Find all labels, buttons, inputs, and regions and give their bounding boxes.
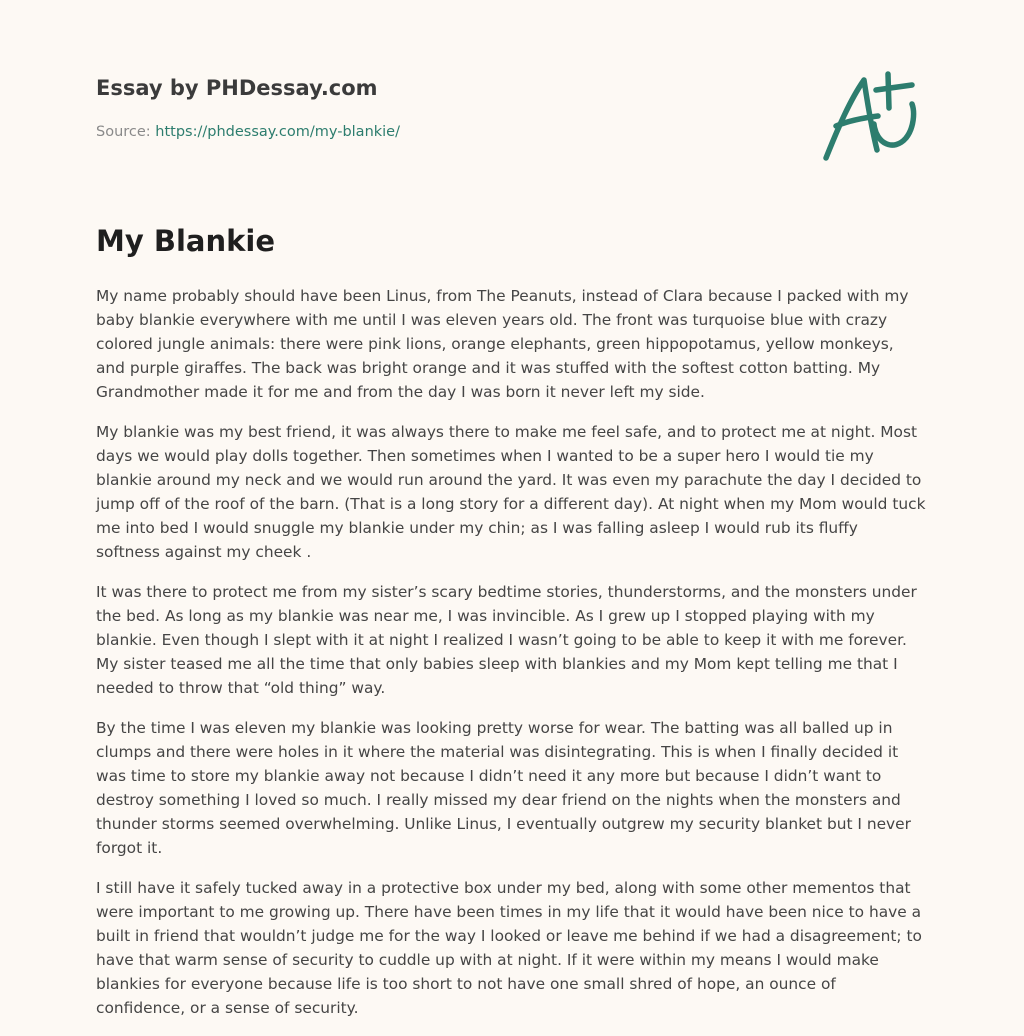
essay-paragraph: My blankie was my best friend, it was always there to make me feel safe, and to protect me at night. Most days we would play dolls together. Then sometimes when I wanted to be a super hero I would tie my blankie around my neck and we would run around the yard. It was even my parachute the day I decided to jump off of the roof of the barn. (That is a long story for a different day). At night when my Mom would tuck me into bed I would snuggle my blankie under my chin; as I was falling asleep I would rub its fluffy softness against my cheek . xyxy=(96,423,926,561)
essay-paragraph: By the time I was eleven my blankie was looking pretty worse for wear. The batting was all balled up in clumps and there were holes in it where the material was disintegrating. This is when I finally decided it was time to store my blankie away not because I didn’t need it any more but because I didn’t want to destroy something I loved so much. I really missed my dear friend on the nights when the monsters and thunder storms seemed overwhelming. Unlike Linus, I eventually outgrew my security blanket but I never forgot it. xyxy=(96,719,911,857)
essay-title: My Blankie xyxy=(96,224,276,258)
site-brand: Essay by PHDessay.com xyxy=(96,76,378,100)
essay-paragraph: I still have it safely tucked away in a protective box under my bed, along with some other mementos that were important to me growing up. There have been times in my life that it would have been nice to have a built in friend that wouldn’t judge me for the way I looked or leave me behind if we had a disagreement; to have that warm sense of security to cuddle up with at night. If it were within my means I would make blankies for everyone because life is too short to not have one small shred of hope, an ounce of confidence, or a sense of security. xyxy=(96,879,922,1017)
source-label: Source: xyxy=(96,124,151,140)
source-link[interactable]: https://phdessay.com/my-blankie/ xyxy=(155,124,400,140)
a-plus-logo-icon xyxy=(820,66,928,166)
source-line xyxy=(96,124,400,140)
essay-paragraph: It was there to protect me from my sister’s scary bedtime stories, thunderstorms, and the monsters under the bed. As long as my blankie was near me, I was invincible. As I grew up I stopped playing with my blankie. Even though I slept with it at night I realized I wasn’t going to be able to keep it with me forever. My sister teased me all the time that only babies sleep with blankies and my Mom kept telling me that I needed to throw that “old thing” way. xyxy=(96,583,917,697)
essay-paragraph: My name probably should have been Linus, from The Peanuts, instead of Clara because I packed with my baby blankie everywhere with me until I was eleven years old. The front was turquoise blue with crazy colored jungle animals: there were pink lions, orange elephants, green hippopotamus, yellow monkeys, and purple giraffes. The back was bright orange and it was stuffed with the softest cotton batting. My Grandmother made it for me and from the day I was born it never left my side. xyxy=(96,287,909,401)
essay-body xyxy=(96,284,926,1036)
